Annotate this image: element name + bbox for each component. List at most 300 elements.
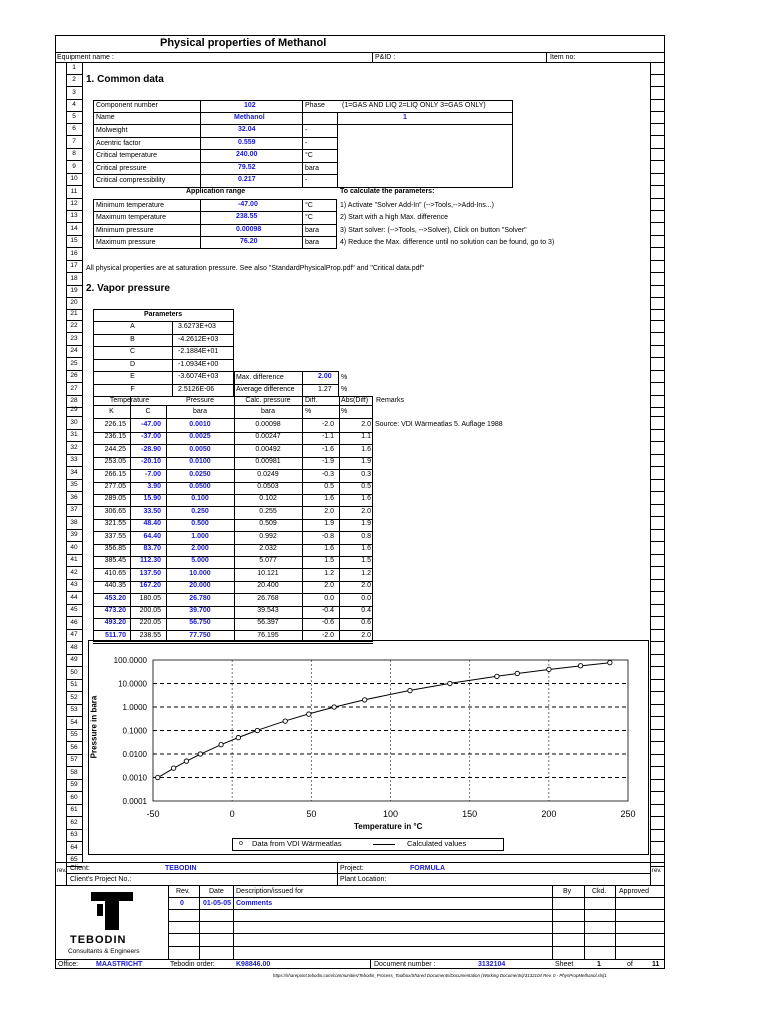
step-2: 2) Start with a high Max. difference bbox=[340, 214, 449, 221]
row-number: 51 bbox=[70, 681, 78, 688]
row-number: 24 bbox=[70, 347, 78, 354]
calc-title: To calculate the parameters: bbox=[340, 188, 435, 195]
cell-calc-pressure: 0.00492 bbox=[255, 445, 281, 453]
cell-calc-pressure: 0.255 bbox=[259, 507, 277, 515]
cell-pressure: 10.000 bbox=[189, 569, 211, 577]
office-value: MAASTRICHT bbox=[96, 961, 143, 968]
cell-pressure: 0.0050 bbox=[189, 445, 211, 453]
cell-calc-pressure: 20.400 bbox=[257, 582, 279, 590]
sheet-label: Sheet bbox=[555, 961, 574, 968]
y-tick-label: 10.0000 bbox=[118, 679, 147, 689]
param-name: C bbox=[129, 348, 136, 355]
row-number: 43 bbox=[70, 581, 78, 588]
min-temp-unit: °C bbox=[305, 202, 313, 209]
cell-k: 337.55 bbox=[104, 532, 126, 540]
row-number: 45 bbox=[70, 606, 78, 613]
client-project-label: Client's Project No.: bbox=[70, 876, 132, 883]
phase-value[interactable]: 1 bbox=[403, 114, 407, 121]
item-label: Item no: bbox=[550, 54, 576, 61]
row-number: 25 bbox=[70, 360, 78, 367]
crit-temp-unit: °C bbox=[305, 152, 313, 159]
cell-c: 180.05 bbox=[139, 594, 161, 602]
row-number: 20 bbox=[70, 299, 78, 306]
y-tick-label: 0.1000 bbox=[122, 726, 147, 736]
x-tick-label: 150 bbox=[462, 809, 478, 819]
cell-c: 112.30 bbox=[139, 557, 161, 565]
max-press-unit: bara bbox=[305, 239, 320, 246]
cell-pressure: 39.700 bbox=[189, 607, 211, 614]
row-number: 15 bbox=[70, 237, 78, 244]
cell-pressure: 0.0500 bbox=[189, 483, 211, 490]
legend-data: Data from VDI Wärmeatlas bbox=[252, 839, 342, 848]
row-number: 5 bbox=[72, 113, 76, 120]
row-number: 3 bbox=[72, 89, 76, 96]
row-number: 8 bbox=[72, 150, 76, 157]
row-number: 1 bbox=[72, 64, 76, 71]
x-tick-label: 250 bbox=[620, 809, 636, 819]
cell-pressure: 56.750 bbox=[189, 619, 211, 627]
common-data-title: 1. Common data bbox=[86, 74, 164, 85]
param-name: E bbox=[130, 373, 135, 380]
cell-c: 220.05 bbox=[139, 619, 161, 627]
row-number: 9 bbox=[72, 163, 76, 170]
cell-c: -7.00 bbox=[145, 470, 161, 478]
cell-calc-pressure: 10.121 bbox=[257, 569, 279, 577]
y-tick-label: 0.0100 bbox=[122, 750, 147, 759]
rev-left: rev. bbox=[57, 868, 67, 874]
cell-absdiff: 1.2 bbox=[361, 569, 371, 577]
cell-diff: 1.6 bbox=[324, 495, 334, 503]
cell-calc-pressure: 0.992 bbox=[259, 532, 277, 540]
crit-comp-unit: - bbox=[305, 177, 308, 184]
cell-k: 453.20 bbox=[104, 594, 126, 602]
row-number: 23 bbox=[70, 335, 78, 342]
molweight-unit: - bbox=[305, 127, 308, 134]
chart-ylabel: Pressure in bara bbox=[89, 695, 99, 759]
cell-k: 289.05 bbox=[104, 495, 126, 503]
row-number: 32 bbox=[70, 444, 78, 451]
row-number: 37 bbox=[70, 506, 78, 513]
acentric-value[interactable]: 0.559 bbox=[238, 139, 256, 146]
row-number: 12 bbox=[70, 200, 78, 207]
crit-press-value[interactable]: 79.52 bbox=[238, 164, 256, 171]
row-number: 29 bbox=[70, 406, 78, 413]
phase-hint: (1=GAS AND LIQ 2=LIQ ONLY 3=GAS ONLY) bbox=[342, 102, 486, 109]
row-number: 49 bbox=[70, 656, 78, 663]
col-by: By bbox=[563, 888, 572, 895]
crit-temp-label: Critical temperature bbox=[96, 152, 158, 159]
hdr-diff: Diff. bbox=[305, 397, 318, 404]
cell-k: 356.85 bbox=[104, 545, 126, 552]
x-tick-label: 100 bbox=[382, 809, 399, 819]
row-number: 16 bbox=[70, 250, 78, 257]
rev-right: rev. bbox=[652, 868, 662, 874]
cell-k: 440.35 bbox=[104, 582, 126, 590]
cell-c: 64.40 bbox=[143, 532, 161, 540]
cell-pressure: 0.500 bbox=[191, 520, 209, 528]
plant-label: Plant Location: bbox=[340, 876, 387, 883]
row-number: 19 bbox=[70, 287, 78, 294]
cell-diff: 0.0 bbox=[324, 594, 334, 602]
cell-k: 321.55 bbox=[104, 520, 126, 528]
min-temp-value[interactable]: -47.00 bbox=[238, 201, 258, 208]
cell-k: 266.15 bbox=[104, 470, 126, 478]
data-point bbox=[198, 752, 202, 756]
cell-pressure: 0.0250 bbox=[189, 470, 211, 478]
cell-diff: -1.6 bbox=[321, 445, 334, 453]
col-ckd: Ckd. bbox=[592, 888, 607, 895]
cell-k: 306.65 bbox=[104, 507, 126, 515]
rev-description: Comments bbox=[236, 900, 273, 907]
cell-diff: 2.0 bbox=[324, 582, 334, 590]
min-press-unit: bara bbox=[305, 227, 320, 234]
cell-absdiff: 1.9 bbox=[361, 458, 371, 466]
params-title: Parameters bbox=[144, 311, 183, 318]
unit-k: K bbox=[109, 408, 114, 415]
row-number: 21 bbox=[70, 310, 78, 317]
row-number: 40 bbox=[70, 544, 78, 551]
cell-pressure: 0.0010 bbox=[189, 421, 211, 428]
cell-absdiff: 0.6 bbox=[361, 619, 371, 627]
cell-pressure: 20.000 bbox=[189, 582, 211, 590]
param-name: A bbox=[130, 323, 135, 330]
col-desc: Description/issued for bbox=[236, 888, 304, 895]
sheet-value: 1 bbox=[597, 961, 601, 968]
saturation-note: All physical properties are at saturation pressure. See also "StandardPhysicalProp.pdf" and "Critical data.pdf" bbox=[86, 265, 424, 272]
row-number: 48 bbox=[70, 644, 78, 651]
max-press-value[interactable]: 76.20 bbox=[240, 238, 258, 245]
row-number: 14 bbox=[70, 225, 78, 232]
x-tick-label: 50 bbox=[306, 809, 317, 819]
acentric-label: Acentric factor bbox=[96, 140, 141, 147]
cell-absdiff: 1.1 bbox=[361, 433, 371, 441]
unit-absdiff: % bbox=[341, 408, 348, 415]
row-number: 42 bbox=[70, 569, 78, 576]
min-press-value[interactable]: 0.00098 bbox=[236, 226, 262, 233]
x-tick-label: 0 bbox=[229, 809, 235, 819]
rev-number: 0 bbox=[180, 900, 184, 907]
row-number: 61 bbox=[70, 806, 78, 813]
cell-calc-pressure: 0.00247 bbox=[255, 433, 281, 441]
cell-c: 200.05 bbox=[139, 607, 161, 614]
row-number: 56 bbox=[70, 744, 78, 751]
cell-c: 15.90 bbox=[143, 495, 161, 503]
data-point bbox=[547, 667, 551, 671]
param-name: D bbox=[129, 360, 136, 368]
cell-calc-pressure: 0.509 bbox=[259, 520, 277, 528]
row-number: 64 bbox=[70, 844, 78, 851]
cell-calc-pressure: 0.00098 bbox=[255, 421, 281, 428]
data-point bbox=[515, 671, 519, 675]
cell-calc-pressure: 39.543 bbox=[257, 607, 279, 614]
doc-label: Document number : bbox=[374, 961, 436, 968]
name-label: Name bbox=[96, 114, 115, 121]
cell-c: 33.50 bbox=[143, 507, 161, 515]
data-point bbox=[332, 705, 336, 709]
cell-pressure: 77.750 bbox=[189, 631, 211, 639]
data-point bbox=[495, 674, 499, 678]
cell-pressure: 0.0100 bbox=[189, 458, 211, 466]
cell-k: 385.45 bbox=[104, 557, 126, 565]
data-point bbox=[236, 735, 240, 739]
row-number: 18 bbox=[70, 275, 78, 282]
logo-text: TEBODIN bbox=[70, 934, 127, 946]
legend-calc: Calculated values bbox=[407, 839, 467, 848]
equipment-label: Equipment name : bbox=[57, 54, 114, 61]
x-tick-label: 200 bbox=[541, 809, 557, 819]
max-temp-label: Maximum temperature bbox=[96, 214, 167, 221]
legend-line-icon bbox=[373, 844, 395, 845]
param-value: -1.0934E+00 bbox=[178, 360, 219, 368]
cell-pressure: 1.000 bbox=[191, 532, 209, 540]
page-title: Physical properties of Methanol bbox=[160, 37, 327, 49]
logo-subtitle: Consultants & Engineers bbox=[68, 948, 140, 955]
crit-comp-value[interactable]: 0.217 bbox=[238, 176, 256, 183]
crit-press-label: Critical pressure bbox=[96, 165, 147, 172]
data-point bbox=[362, 698, 366, 702]
row-number: 4 bbox=[72, 101, 76, 108]
data-point bbox=[307, 712, 311, 716]
row-number: 53 bbox=[70, 706, 78, 713]
cell-diff: 1.2 bbox=[324, 569, 334, 577]
row-number: 6 bbox=[72, 125, 76, 132]
cell-k: 277.05 bbox=[104, 483, 126, 490]
cell-diff: -0.3 bbox=[321, 470, 334, 478]
row-number: 30 bbox=[70, 419, 78, 426]
data-point bbox=[255, 728, 259, 732]
cell-c: 3.90 bbox=[147, 483, 161, 490]
molweight-label: Molweight bbox=[96, 127, 128, 134]
cell-k: 244.25 bbox=[104, 445, 126, 453]
step-4: 4) Reduce the Max. difference until no solution can be found, go to 3) bbox=[340, 239, 555, 246]
row-number: 2 bbox=[72, 76, 76, 83]
cell-k: 493.20 bbox=[104, 619, 126, 627]
row-number: 41 bbox=[70, 556, 78, 563]
cell-calc-pressure: 5.077 bbox=[259, 557, 277, 565]
unit-diff: % bbox=[305, 408, 312, 415]
cell-diff: 0.5 bbox=[324, 483, 334, 490]
row-number: 28 bbox=[70, 397, 78, 404]
param-name: F bbox=[130, 385, 135, 393]
row-number: 27 bbox=[70, 385, 78, 392]
cell-diff: -0.4 bbox=[321, 607, 334, 614]
row-number: 10 bbox=[70, 175, 78, 182]
cell-absdiff: 2.0 bbox=[361, 507, 371, 515]
vapor-title: 2. Vapor pressure bbox=[86, 283, 170, 294]
crit-comp-label: Critical compressibility bbox=[96, 177, 166, 184]
acentric-unit: - bbox=[305, 140, 308, 147]
office-label: Office: bbox=[58, 961, 79, 968]
cell-diff: 1.5 bbox=[324, 557, 334, 565]
client-label: Client: bbox=[70, 865, 90, 872]
min-temp-label: Minimum temperature bbox=[96, 202, 165, 209]
row-number: 54 bbox=[70, 719, 78, 726]
molweight-value[interactable]: 32.04 bbox=[238, 126, 256, 133]
hdr-remarks: Remarks bbox=[376, 397, 405, 404]
data-point bbox=[448, 681, 452, 685]
hdr-temperature: Temperature bbox=[109, 397, 150, 404]
param-value: -3.6074E+03 bbox=[178, 373, 219, 380]
row-number: 31 bbox=[70, 431, 78, 438]
avgdiff-label: Average difference bbox=[236, 386, 295, 393]
cell-c: -47.00 bbox=[141, 421, 161, 428]
row-number: 60 bbox=[70, 794, 78, 801]
cell-c: 83.70 bbox=[143, 545, 161, 552]
cell-k: 236.15 bbox=[104, 433, 126, 441]
calculated-line bbox=[158, 663, 610, 778]
data-point bbox=[219, 742, 223, 746]
cell-calc-pressure: 0.00981 bbox=[255, 458, 281, 466]
crit-temp-value[interactable]: 240.00 bbox=[236, 151, 258, 158]
cell-pressure: 2.000 bbox=[191, 545, 209, 552]
cell-c: -37.00 bbox=[141, 433, 161, 441]
cell-k: 226.15 bbox=[104, 421, 126, 428]
cell-pressure: 5.000 bbox=[191, 557, 209, 565]
row-number: 39 bbox=[70, 531, 78, 538]
row-number: 7 bbox=[72, 138, 76, 145]
cell-calc-pressure: 0.102 bbox=[259, 495, 277, 503]
step-3: 3) Start solver: (-->Tools, -->Solver), Click on button "Solver" bbox=[340, 227, 527, 234]
cell-k: 473.20 bbox=[104, 607, 126, 614]
order-label: Tebodin order: bbox=[170, 961, 215, 968]
row-number: 35 bbox=[70, 481, 78, 488]
row-number: 36 bbox=[70, 494, 78, 501]
row-number: 62 bbox=[70, 819, 78, 826]
cell-absdiff: 0.8 bbox=[361, 532, 371, 540]
cell-k: 511.70 bbox=[104, 631, 126, 639]
row-number: 46 bbox=[70, 619, 78, 626]
doc-value: 3132104 bbox=[478, 961, 506, 968]
param-value: 2.5126E-06 bbox=[178, 385, 215, 393]
order-value: K98846.00 bbox=[236, 961, 271, 968]
cell-absdiff: 1.9 bbox=[361, 520, 371, 528]
cell-calc-pressure: 2.032 bbox=[259, 545, 277, 552]
data-point bbox=[408, 688, 412, 692]
data-point bbox=[578, 664, 582, 668]
cell-pressure: 0.0025 bbox=[189, 433, 211, 441]
sheet-total: 11 bbox=[652, 961, 660, 968]
maxdiff-value[interactable]: 2.00 bbox=[318, 373, 332, 380]
row-number: 52 bbox=[70, 694, 78, 701]
cell-c: 137.50 bbox=[139, 569, 161, 577]
row-number: 58 bbox=[70, 769, 78, 776]
cell-calc-pressure: 56.397 bbox=[257, 619, 279, 627]
max-temp-value[interactable]: 238.55 bbox=[236, 213, 258, 220]
row-number: 44 bbox=[70, 594, 78, 601]
cell-c: -20.10 bbox=[141, 458, 161, 466]
component-number-label: Component number bbox=[96, 102, 158, 109]
row-number: 59 bbox=[70, 781, 78, 788]
cell-c: 167.20 bbox=[139, 582, 161, 590]
app-range-title: Application range bbox=[186, 188, 246, 195]
col-approved: Approved bbox=[619, 888, 649, 895]
min-press-label: Minimum pressure bbox=[96, 227, 154, 234]
unit-bara: bara bbox=[192, 408, 207, 415]
maxdiff-label: Max. difference bbox=[236, 374, 284, 381]
cell-k: 410.65 bbox=[104, 569, 126, 577]
avgdiff-value: 1.27 bbox=[318, 386, 332, 393]
cell-absdiff: 0.5 bbox=[361, 483, 371, 490]
unit-calc-bara: bara bbox=[260, 408, 275, 415]
row-number: 50 bbox=[70, 669, 78, 676]
col-date: Date bbox=[209, 888, 224, 895]
hdr-absdiff: Abs(Diff) bbox=[341, 397, 369, 404]
row-number: 13 bbox=[70, 212, 78, 219]
y-tick-label: 1.0000 bbox=[122, 703, 147, 712]
row-number: 38 bbox=[70, 519, 78, 526]
param-name: B bbox=[130, 335, 135, 343]
row-number: 55 bbox=[70, 731, 78, 738]
row-number: 17 bbox=[70, 262, 78, 269]
row-number: 33 bbox=[70, 456, 78, 463]
cell-diff: -0.6 bbox=[321, 619, 334, 627]
cell-calc-pressure: 26.768 bbox=[257, 594, 279, 602]
col-rev: Rev. bbox=[176, 888, 190, 895]
cell-absdiff: 1.5 bbox=[361, 557, 371, 565]
cell-diff: -1.1 bbox=[321, 433, 334, 441]
pid-label: P&ID : bbox=[375, 54, 396, 61]
cell-absdiff: 1.6 bbox=[361, 495, 371, 503]
row-number: 26 bbox=[70, 372, 78, 379]
data-point bbox=[283, 719, 287, 723]
cell-diff: -0.8 bbox=[321, 532, 334, 540]
client-value[interactable]: TEBODIN bbox=[165, 865, 197, 872]
row-number: 47 bbox=[70, 631, 78, 638]
row-number: 11 bbox=[70, 188, 78, 195]
sheet-of: of bbox=[627, 961, 633, 968]
row-number: 65 bbox=[70, 856, 78, 863]
max-press-label: Maximum pressure bbox=[96, 239, 156, 246]
component-number-value[interactable]: 102 bbox=[244, 102, 256, 109]
data-point bbox=[171, 766, 175, 770]
hdr-pressure: Pressure bbox=[185, 397, 214, 404]
legend-marker-icon: o bbox=[239, 840, 243, 847]
rev-date: 01-05-05 bbox=[203, 900, 232, 907]
cell-diff: -2.0 bbox=[321, 631, 334, 639]
cell-c: -28.90 bbox=[141, 445, 161, 453]
source-remark: Source: VDI Wärmeatlas 5. Auflage 1988 bbox=[375, 421, 503, 428]
param-value: 3.6273E+03 bbox=[178, 323, 216, 330]
cell-pressure: 0.250 bbox=[191, 507, 209, 515]
name-value[interactable]: Methanol bbox=[234, 114, 265, 121]
cell-pressure: 0.100 bbox=[191, 495, 209, 503]
cell-c: 48.40 bbox=[143, 520, 161, 528]
project-value[interactable]: FORMULA bbox=[410, 865, 445, 872]
y-tick-label: 0.0010 bbox=[122, 773, 147, 783]
cell-diff: 2.0 bbox=[324, 507, 334, 515]
hdr-calc-pressure: Calc. pressure bbox=[245, 397, 291, 404]
cell-c: 238.55 bbox=[139, 631, 161, 639]
row-number: 57 bbox=[70, 756, 78, 763]
row-number: 22 bbox=[70, 322, 78, 329]
cell-absdiff: 0.3 bbox=[361, 470, 371, 478]
row-number: 63 bbox=[70, 831, 78, 838]
maxdiff-unit: % bbox=[341, 374, 348, 381]
cell-diff: -1.9 bbox=[321, 458, 334, 466]
cell-absdiff: 2.0 bbox=[361, 582, 371, 590]
cell-pressure: 26.780 bbox=[189, 594, 211, 602]
cell-absdiff: 1.6 bbox=[361, 545, 371, 552]
project-label: Project: bbox=[340, 865, 364, 872]
cell-calc-pressure: 76.195 bbox=[257, 631, 279, 639]
cell-absdiff: 2.0 bbox=[361, 631, 371, 639]
max-temp-unit: °C bbox=[305, 214, 313, 221]
crit-press-unit: bara bbox=[305, 165, 320, 172]
x-tick-label: -50 bbox=[146, 809, 160, 819]
cell-k: 253.05 bbox=[104, 458, 126, 466]
file-path: https://sharepoint.tebodin.com/communities/Tebodin_Process_Toolbox/Shared Documents/Documentation (Working Documents)/3132104 Rev. 0 - PhysPropMethanol.xls]1 bbox=[273, 973, 607, 978]
y-tick-label: 0.0001 bbox=[122, 797, 147, 806]
